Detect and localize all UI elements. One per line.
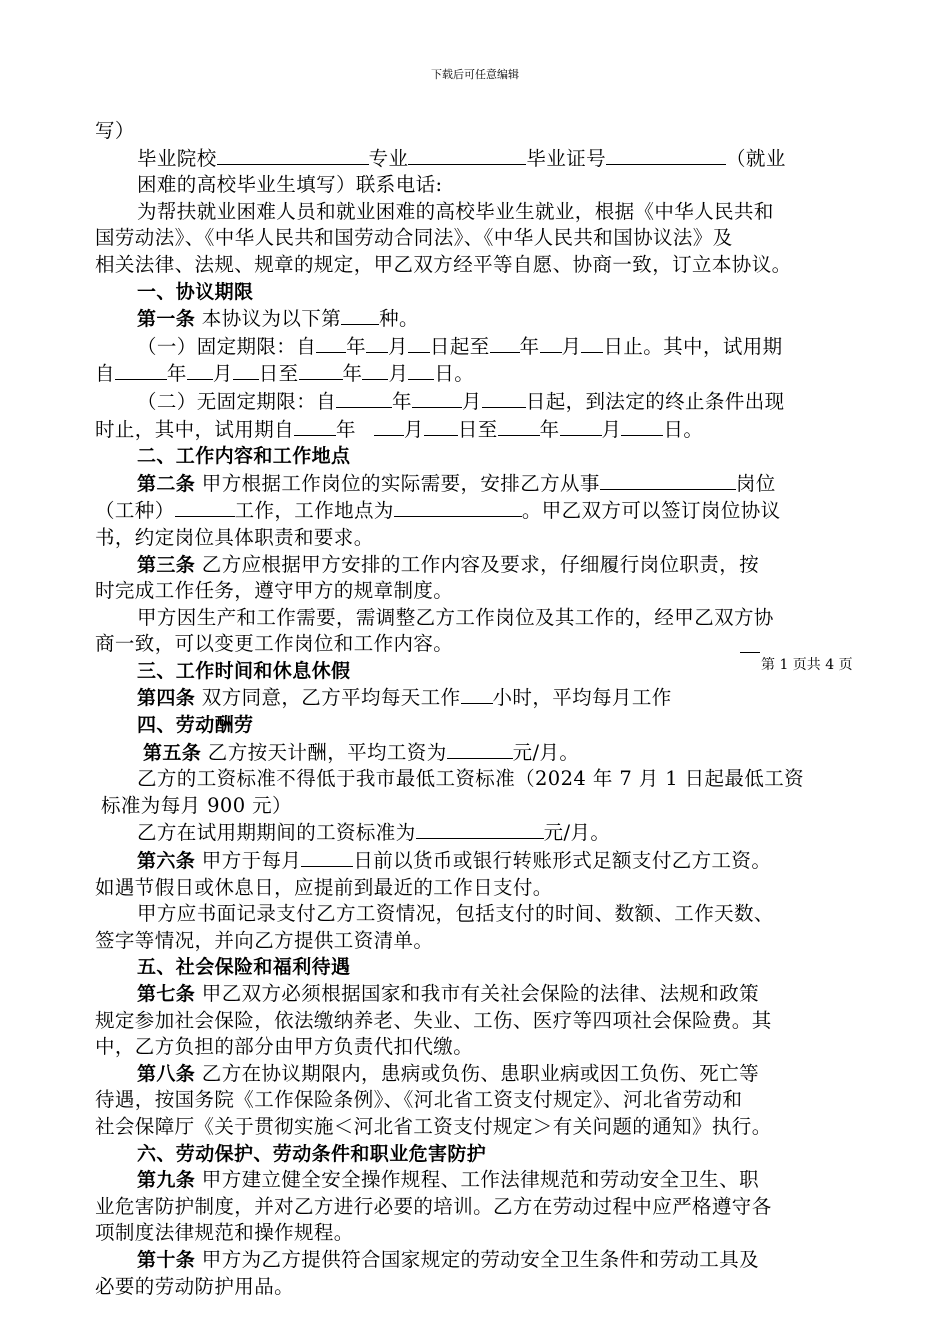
blank-major[interactable]	[408, 145, 526, 165]
blank-trial-salary[interactable]	[416, 819, 544, 839]
text: 社会保障厅《关于贯彻实施＜河北省工资支付规定＞有关问题的通知》执行。	[95, 1114, 772, 1138]
text: 本协议为以下第	[195, 307, 342, 331]
open-trial-line	[95, 416, 857, 444]
text: 标准为每月 900 元）	[101, 793, 292, 817]
text: 年	[519, 334, 540, 358]
blank-pay-day[interactable]	[301, 847, 353, 867]
article-3	[95, 552, 857, 579]
text: 月	[403, 417, 424, 441]
blank-salary[interactable]	[447, 739, 513, 759]
blank[interactable]	[362, 360, 388, 380]
blank[interactable]	[424, 416, 458, 436]
article-label: 第八条	[137, 1062, 196, 1085]
text: 项制度法律规范和操作规程。	[95, 1221, 354, 1245]
blank-work-place[interactable]	[394, 497, 522, 517]
blank[interactable]	[581, 333, 603, 353]
page-footer: 第 1 页共 4 页	[757, 654, 853, 674]
text: 年	[392, 389, 412, 413]
text: 工作，工作地点为	[234, 499, 394, 523]
article-10	[95, 1247, 857, 1274]
section-heading: 一、协议期限	[137, 280, 254, 303]
text-line	[95, 172, 857, 199]
text: 种。	[379, 307, 419, 331]
text: 如遇节假日或休息日，应提前到最近的工作日支付。	[95, 875, 553, 899]
section-heading: 六、劳动保护、劳动条件和职业危害防护	[137, 1142, 487, 1165]
text-line	[95, 1194, 857, 1221]
text: 甲方建立健全安全操作规程、工作法律规范和劳动安全卫生、职	[195, 1168, 760, 1192]
article-label: 第四条	[137, 687, 196, 710]
text-line	[95, 252, 857, 279]
text: 日至	[457, 417, 498, 441]
text: 岗位	[735, 471, 776, 495]
document-body	[95, 118, 857, 1300]
blank-school[interactable]	[217, 145, 369, 165]
text: 甲方根据工作岗位的实际需要，安排乙方从事	[195, 471, 600, 495]
text: 甲方应书面记录支付乙方工资情况，包括支付的时间、数额、工作天数、	[137, 902, 774, 926]
text: 双方同意，乙方平均每天工作	[195, 686, 461, 710]
text: 日起，到法定的终止条件出现	[525, 389, 785, 413]
text: 甲方因生产和工作需要，需调整乙方工作岗位及其工作的，经甲乙双方协	[137, 605, 774, 629]
article-6	[95, 847, 857, 875]
page-header: 下载后可任意编辑	[431, 68, 519, 81]
text-line	[95, 605, 857, 632]
text-line	[95, 1008, 857, 1035]
text: 小时，平均每月工作	[492, 686, 672, 710]
blank[interactable]	[374, 416, 404, 436]
blank[interactable]	[366, 333, 388, 353]
blank[interactable]	[540, 333, 562, 353]
blank[interactable]	[560, 416, 602, 436]
article-label: 第七条	[137, 983, 196, 1005]
article-label: 第三条	[137, 553, 196, 576]
text: 月	[388, 362, 409, 386]
graduate-info-line	[95, 145, 857, 173]
blank[interactable]	[412, 388, 462, 408]
text-line	[95, 497, 857, 525]
text: 。甲乙双方可以签订岗位协议	[521, 499, 781, 523]
blank[interactable]	[498, 416, 540, 436]
text-line	[95, 525, 857, 552]
text: 时止，其中，试用期自	[95, 417, 295, 441]
text-line	[95, 225, 857, 252]
blank[interactable]	[336, 388, 392, 408]
text: 业危害防护制度，并对乙方进行必要的培训。乙方在劳动过程中应严格遵守各	[95, 1194, 772, 1218]
section-heading: 四、劳动酬劳	[137, 714, 254, 737]
text: 为帮扶就业困难人员和就业困难的高校毕业生就业，根据《中华人民共和	[137, 199, 774, 223]
blank[interactable]	[294, 416, 336, 436]
text: 乙方应根据甲方安排的工作内容及要求，仔细履行岗位职责，按	[195, 552, 760, 576]
article-7	[95, 981, 857, 1008]
text-line	[95, 1274, 857, 1301]
blank[interactable]	[408, 360, 434, 380]
text: 月	[388, 334, 408, 358]
text: 相关法律、法规、规章的规定，甲乙双方经平等自愿、协商一致，订立本协议。	[95, 252, 792, 276]
section-heading: 二、工作内容和工作地点	[137, 445, 351, 468]
text: 元/月。	[543, 821, 611, 845]
text: 商一致，可以变更工作岗位和工作内容。	[95, 632, 454, 656]
text: 甲方为乙方提供符合国家规定的劳动安全卫生条件和劳动工具及	[195, 1247, 760, 1271]
text: 乙方的工资标准不得低于我市最低工资标准（2024 年 7 月 1 日起最低工资	[137, 767, 805, 791]
trial-period-line	[95, 360, 857, 388]
blank[interactable]	[299, 360, 343, 380]
article-9	[95, 1167, 857, 1194]
blank[interactable]	[482, 388, 526, 408]
article-1	[95, 305, 857, 333]
article-label: 第九条	[137, 1169, 196, 1192]
text-line	[95, 793, 857, 820]
text: 月	[561, 334, 582, 358]
blank[interactable]	[621, 416, 663, 436]
text: 甲乙双方必须根据国家和我市有关社会保险的法律、法规和政策	[195, 982, 760, 1005]
text: 年	[539, 417, 560, 441]
text: 乙方按天计酬，平均工资为	[201, 740, 447, 764]
text: 时完成工作任务，遵守甲方的规章制度。	[95, 579, 454, 603]
text-line	[95, 901, 857, 928]
text: （就业	[726, 146, 786, 170]
text: 月	[212, 362, 233, 386]
section-heading: 五、社会保险和福利待遇	[137, 956, 351, 979]
article-5	[95, 739, 857, 767]
text: 年	[346, 334, 367, 358]
article-4	[95, 684, 857, 712]
blank[interactable]	[115, 360, 167, 380]
text: 签字等情况，并向乙方提供工资清单。	[95, 928, 434, 952]
text: （一）固定期限：自	[137, 334, 317, 358]
blank[interactable]	[316, 333, 346, 353]
text: 日。	[434, 362, 475, 386]
blank-cert[interactable]	[606, 145, 726, 165]
text: 甲方于每月	[195, 849, 302, 873]
fixed-term-line	[95, 333, 857, 361]
text-line	[95, 819, 857, 847]
blank-work-type[interactable]	[175, 497, 235, 517]
blank-hours[interactable]	[461, 684, 493, 704]
blank[interactable]	[490, 333, 520, 353]
text: 中，乙方负担的部分由甲方负责代扣代缴。	[95, 1035, 474, 1059]
text: 日起至	[429, 334, 490, 358]
blank[interactable]	[187, 360, 213, 380]
article-label: 第五条	[143, 741, 202, 764]
text-line	[95, 1034, 857, 1061]
text-line	[95, 118, 857, 145]
text: 年	[336, 417, 356, 441]
text-line	[95, 199, 857, 226]
text: （工种）	[95, 499, 175, 523]
label-cert: 毕业证号	[526, 146, 607, 170]
article-8	[95, 1061, 857, 1088]
text: 日。	[663, 417, 704, 441]
blank[interactable]	[408, 333, 430, 353]
text-line	[95, 875, 857, 902]
footer-divider	[740, 652, 760, 653]
text-line	[95, 1114, 857, 1141]
text: 日至	[258, 362, 299, 386]
text: 年	[166, 362, 187, 386]
open-term-line	[95, 388, 857, 416]
article-label: 第十条	[137, 1248, 196, 1271]
text: 自	[95, 362, 115, 386]
text: 月	[461, 389, 482, 413]
text-line	[95, 578, 857, 605]
text: （二）无固定期限：自	[137, 389, 337, 413]
text: 待遇，按国务院《工作保险条例》、《河北省工资支付规定》、河北省劳动和	[95, 1088, 743, 1112]
section-heading: 三、工作时间和休息休假	[137, 659, 351, 682]
article-label: 第二条	[137, 472, 196, 495]
text: 书，约定岗位具体职责和要求。	[95, 525, 374, 549]
text: 写）	[95, 119, 135, 142]
text: 规定参加社会保险，依法缴纳养老、失业、工伤、医疗等四项社会保险费。其	[95, 1008, 772, 1032]
text: 必要的劳动防护用品。	[95, 1274, 295, 1298]
text: 日前以货币或银行转账形式足额支付乙方工资。	[353, 849, 772, 873]
article-2	[95, 470, 857, 498]
label-major: 专业	[368, 146, 409, 170]
label-school: 毕业院校	[137, 146, 217, 170]
text: 国劳动法》、《中华人民共和国劳动合同法》、《中华人民共和国协议法》及	[95, 226, 733, 250]
text: 年	[342, 362, 363, 386]
text: 日止。其中，试用期	[603, 334, 783, 358]
blank-position[interactable]	[600, 470, 736, 490]
text: 乙方在试用期期间的工资标准为	[137, 821, 416, 845]
text: 困难的高校毕业生填写）联系电话:	[137, 173, 443, 197]
text: 元/月。	[512, 740, 580, 764]
text-line	[95, 1087, 857, 1114]
text-line	[95, 766, 857, 793]
text: 乙方在协议期限内，患病或负伤、患职业病或因工负伤、死亡等	[195, 1061, 760, 1085]
text-line	[95, 631, 857, 658]
article-label: 第一条	[137, 308, 196, 331]
text: 月	[601, 417, 622, 441]
text-line	[95, 928, 857, 955]
blank-type[interactable]	[341, 305, 379, 325]
article-label: 第六条	[137, 850, 196, 873]
text-line	[95, 1220, 857, 1247]
blank[interactable]	[233, 360, 259, 380]
